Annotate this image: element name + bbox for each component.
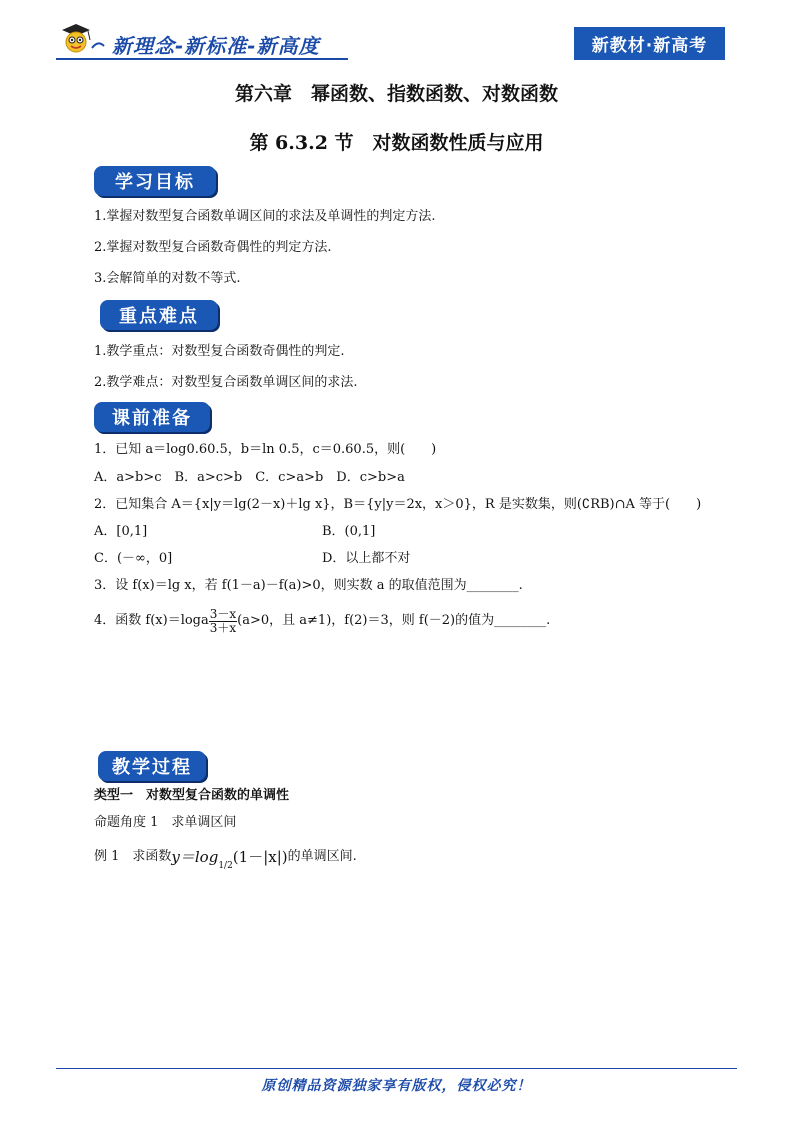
- question-4-prefix: 4．函数 f(x)＝loga: [94, 613, 209, 628]
- chapter-title: 第六章 幂函数、指数函数、对数函数: [234, 83, 558, 105]
- question-3: 3．设 f(x)＝lg x，若 f(1－a)－f(a)>0，则实数 a 的取值范围为________.: [94, 578, 523, 593]
- objective-item: 1.掌握对数型复合函数单调区间的求法及单调性的判定方法.: [94, 209, 436, 224]
- question-4-suffix: (a>0，且 a≠1)，f(2)＝3，则 f(－2)的值为________.: [237, 613, 551, 628]
- objective-item: 2.掌握对数型复合函数奇偶性的判定方法.: [94, 240, 332, 255]
- process-heading: 教学过程: [98, 751, 206, 781]
- question-2-option-d: D．以上都不对: [322, 551, 411, 566]
- question-4-numerator: 3－x: [209, 606, 237, 621]
- objectives-heading: 学习目标: [94, 166, 216, 196]
- example-1-suffix: 的单调区间.: [287, 849, 357, 864]
- header-badge: 新教材·新高考: [574, 27, 725, 60]
- header-divider: [56, 58, 348, 60]
- logo-mascot-icon: [56, 22, 106, 58]
- type-1-title: 类型一 对数型复合函数的单调性: [94, 788, 290, 803]
- angle-1-title: 命题角度 1 求单调区间: [94, 815, 237, 830]
- header-slogan: 新理念-新标准-新高度: [112, 34, 320, 58]
- example-1-prefix: 例 1 求函数: [94, 849, 172, 864]
- example-1-formula: y＝log: [171, 848, 219, 866]
- keypoint-item: 1.教学重点：对数型复合函数奇偶性的判定.: [94, 344, 345, 359]
- question-4: [94, 606, 550, 636]
- question-1-options: A．a>b>c B．a>c>b C．c>a>b D．c>b>a: [94, 470, 405, 485]
- question-1: 1．已知 a＝log0.60.5，b＝ln 0.5，c＝0.60.5，则( ): [94, 442, 437, 457]
- question-4-fraction: [209, 608, 237, 635]
- objective-item: 3.会解简单的对数不等式.: [94, 271, 241, 286]
- keypoint-item: 2.教学难点：对数型复合函数单调区间的求法.: [94, 375, 358, 390]
- footer-copyright: 原创精品资源独家享有版权，侵权必究！: [261, 1078, 532, 1094]
- footer-divider: [56, 1068, 737, 1069]
- prep-heading: 课前准备: [94, 402, 210, 432]
- example-1-base: 1/2: [218, 861, 233, 871]
- question-4-denominator: 3＋x: [209, 620, 237, 635]
- question-2-option-b: B．(0,1]: [322, 524, 376, 539]
- keypoints-heading: 重点难点: [100, 300, 218, 330]
- example-1: [94, 845, 357, 871]
- question-2: 2．已知集合 A＝{x|y＝lg(2－x)＋lg x}，B＝{y|y＝2x，x＞0}，R 是实数集，则(∁RB)∩A 等于( ): [94, 497, 702, 512]
- question-2-option-a: A．[0,1]: [94, 524, 148, 539]
- question-2-option-c: C．(－∞，0]: [94, 551, 173, 566]
- example-1-argument: (1－|x|): [232, 848, 288, 866]
- section-title: 第 6.3.2 节 对数函数性质与应用: [249, 132, 544, 154]
